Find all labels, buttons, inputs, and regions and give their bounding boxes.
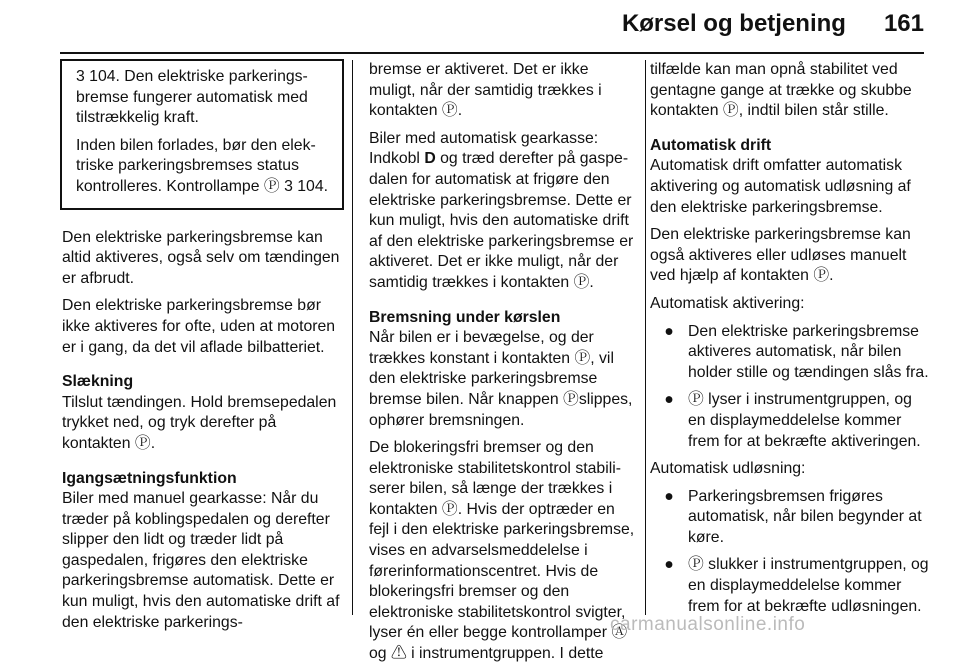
bullet-icon: ●	[664, 556, 674, 574]
list-item-text: Ⓟ slukker i instrumentgruppen, og en displaymeddelelse kommer frem for at bekræfte udløsningen.	[688, 556, 929, 615]
text-run: og træd derefter på gaspedalen for automatisk at frigøre den elektriske parkeringsbremse. Dette er kun muligt, hvis den automatiske drift af den elektriske parkeringsbremse er aktiveret. Det er ikke muligt, når der samtidig trækkes i kontakten Ⓟ.	[369, 150, 634, 291]
column-2	[369, 60, 635, 672]
header-divider	[60, 52, 924, 54]
section-heading: Slækning	[62, 373, 134, 391]
list-item-text: Den elektriske parkeringsbremse aktiveres automatisk, når bilen holder stille og tændingen slås fra.	[688, 322, 929, 381]
bullet-icon: ●	[664, 322, 674, 340]
column-divider	[645, 60, 646, 615]
paragraph: De blokeringsfri bremser og den elektroniske stabilitetskontrol stabiliserer bilen, så længe der trækkes i kontakten Ⓟ. Hvis der optræder en fejl i den elektriske parkeringsbremse, vises en advarselsmeddelelse i førerinformationscentret. Hvis de blokeringsfri bremser og den elektroniske stabilitetskontrol svigter, lyser én eller begge kontrollamper Ⓐ og ⚠ i instrumentgruppen. I dette	[369, 439, 635, 663]
bullet-icon: ●	[664, 391, 674, 409]
column-1	[62, 60, 344, 640]
paragraph: Den elektriske parkeringsbremse kan også aktiveres eller udløses manuelt ved hjælp af kontakten Ⓟ.	[650, 226, 911, 285]
list-item	[650, 322, 930, 384]
watermark: carmanualsonline.info	[610, 614, 806, 635]
text-run: Biler med automatisk gearkasse: Indkobl	[369, 129, 599, 168]
list-item	[650, 555, 930, 617]
paragraph: Den elektriske parkeringsbremse kan altid aktiveres, også selv om tændingen er afbrudt.	[62, 228, 340, 287]
section-heading: Automatisk drift	[650, 136, 772, 154]
note-text: Inden bilen forlades, bør den elektriske parkeringsbremses status kontrolleres. Kontrollampe Ⓟ 3 104.	[76, 136, 329, 195]
paragraph: Automatisk udløsning:	[650, 460, 806, 478]
page-header	[622, 10, 924, 38]
paragraph: Når bilen er i bevægelse, og der trækkes konstant i kontakten Ⓟ, vil den elektriske parkeringsbremse bremse bilen. Når knappen Ⓟslippes, ophører bremsningen.	[369, 329, 633, 429]
paragraph: bremse er aktiveret. Det er ikke muligt, når der samtidig trækkes i kontakten Ⓟ.	[369, 61, 602, 120]
paragraph: Tilslut tændingen. Hold bremsepedalen trykket ned, og tryk derefter på kontakten Ⓟ.	[62, 393, 337, 452]
note-text: 3 104. Den elektriske parkeringsbremse fungerer automatisk med tilstrækkelig kraft.	[76, 68, 308, 127]
gear-d-label: D	[424, 150, 436, 168]
paragraph: Automatisk drift omfatter automatisk aktivering og automatisk udløsning af den elektriske parkeringsbremse.	[650, 157, 911, 216]
list-item	[650, 390, 930, 452]
paragraph: tilfælde kan man opnå stabilitet ved gentagne gange at trække og skubbe kontakten Ⓟ, indtil bilen står stille.	[650, 61, 912, 120]
page-title: Kørsel og betjening	[621, 10, 846, 37]
column-3	[650, 60, 930, 624]
section-heading: Bremsning under kørslen	[369, 308, 561, 326]
list-item	[650, 487, 930, 549]
bullet-icon: ●	[664, 487, 674, 505]
paragraph: Biler med manuel gearkasse: Når du træder på koblingspedalen og derefter slipper den lidt og træder lidt på gaspedalen, frigøres den elektriske parkeringsbremse automatisk. Dette er kun muligt, hvis den automatiske drift af den elektriske parkerings-	[62, 490, 340, 631]
column-divider	[352, 60, 353, 615]
page-number: 161	[883, 10, 924, 37]
paragraph: Automatisk aktivering:	[650, 294, 805, 312]
list-item-text: Parkeringsbremsen frigøres automatisk, når bilen begynder at køre.	[688, 487, 922, 546]
list-item-text: Ⓟ lyser i instrumentgruppen, og en displaymeddelelse kommer frem for at bekræfte aktiveringen.	[688, 391, 921, 450]
paragraph	[369, 129, 635, 294]
paragraph: Den elektriske parkeringsbremse bør ikke aktiveres for ofte, uden at motoren er i gang, da det vil aflade bilbatteriet.	[62, 297, 336, 356]
section-heading: Igangsætningsfunktion	[62, 469, 237, 487]
note-box	[60, 59, 344, 210]
